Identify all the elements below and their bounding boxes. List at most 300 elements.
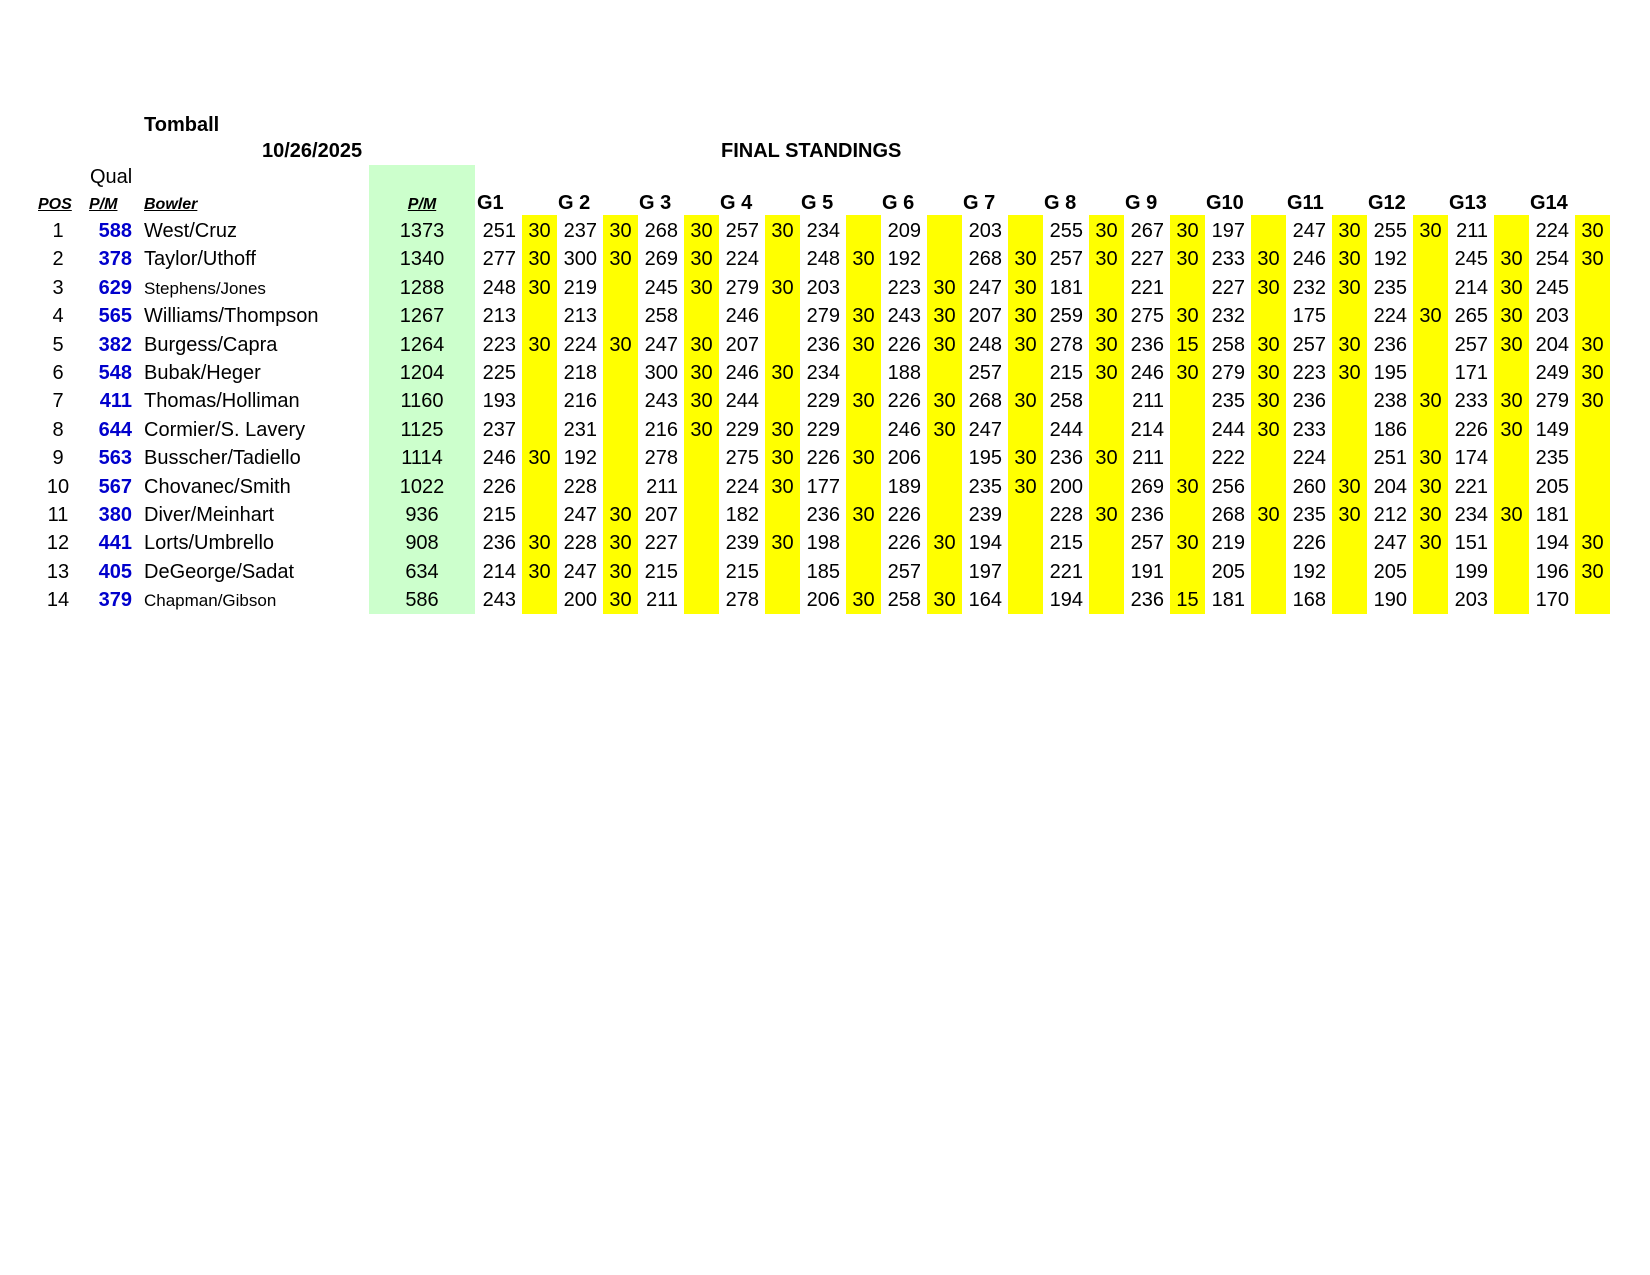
- game-score-cell: 247: [1292, 220, 1326, 242]
- game-score-cell: 185: [806, 560, 840, 583]
- game-score-cell: 267: [1130, 220, 1164, 242]
- game-score-cell: 269: [1130, 475, 1164, 498]
- game-bonus-cell: 30: [771, 532, 794, 555]
- bowler-cell: Bubak/Heger: [144, 362, 261, 384]
- position-cell: 11: [47, 504, 69, 526]
- position-cell: 13: [46, 560, 70, 583]
- game-score-cell: 224: [725, 475, 759, 498]
- position-cell: 10: [46, 475, 70, 498]
- standings-title: FINAL STANDINGS: [721, 140, 902, 162]
- game-score-cell: 195: [968, 447, 1002, 470]
- game-score-cell: 268: [968, 248, 1002, 271]
- game-score-cell: 235: [1535, 447, 1569, 470]
- bowler-cell: Chapman/Gibson: [144, 591, 277, 611]
- bowler-cell: Diver/Meinhart: [144, 504, 275, 526]
- qual-pm-cell: 567: [98, 475, 132, 498]
- game-bonus-cell: 30: [771, 220, 794, 242]
- game-score-cell: 243: [482, 589, 516, 612]
- game-score-cell: 246: [1130, 362, 1164, 384]
- game-bonus-cell: 30: [1338, 362, 1361, 384]
- game-bonus-cell: 30: [1176, 248, 1199, 271]
- game-score-cell: 247: [1373, 532, 1407, 555]
- game-score-cell: 191: [1130, 560, 1164, 583]
- game-bonus-cell: 30: [528, 532, 551, 555]
- game-score-cell: 226: [806, 447, 840, 470]
- game-bonus-cell: 30: [1257, 276, 1280, 299]
- game-score-cell: 186: [1373, 418, 1407, 441]
- qual-pm-cell: 411: [99, 390, 132, 413]
- bowler-cell: Lorts/Umbrello: [144, 532, 275, 555]
- game-score-cell: 206: [887, 447, 921, 470]
- game-score-cell: 239: [725, 532, 759, 555]
- game-score-cell: 239: [968, 504, 1002, 526]
- position-cell: 12: [46, 532, 70, 555]
- qual-pm-cell: 548: [98, 362, 132, 384]
- game-score-cell: 229: [806, 418, 840, 441]
- game-score-cell: 213: [482, 305, 516, 328]
- position-cell: 4: [52, 305, 64, 328]
- game-score-cell: 215: [1049, 362, 1083, 384]
- game-bonus-cell: 30: [690, 390, 713, 413]
- game-bonus-cell: 30: [1419, 220, 1442, 242]
- game-bonus-cell: 30: [852, 305, 875, 328]
- bonus-column: [1089, 215, 1124, 614]
- game-bonus-cell: 30: [528, 333, 551, 356]
- game-score-cell: 278: [725, 589, 759, 612]
- game-score-cell: 177: [806, 475, 840, 498]
- game-score-cell: 247: [563, 560, 597, 583]
- game-score-cell: 211: [1132, 447, 1164, 470]
- game-bonus-cell: 30: [1095, 362, 1118, 384]
- game-header: G12: [1368, 192, 1406, 214]
- game-bonus-cell: 30: [690, 362, 713, 384]
- game-score-cell: 246: [482, 447, 516, 470]
- bonus-column: [846, 215, 881, 614]
- game-score-cell: 221: [1454, 475, 1488, 498]
- game-score-cell: 194: [1049, 589, 1083, 612]
- qual-pm-cell: 405: [98, 560, 132, 583]
- game-score-cell: 236: [806, 333, 840, 356]
- total-pm-cell: 634: [405, 560, 439, 583]
- game-score-cell: 278: [1049, 333, 1083, 356]
- total-pm-cell: 586: [405, 589, 439, 612]
- game-bonus-cell: 30: [771, 276, 794, 299]
- bowler-cell: Taylor/Uthoff: [144, 248, 256, 271]
- total-pm-cell: 1022: [399, 475, 445, 498]
- game-score-cell: 234: [806, 220, 840, 242]
- game-score-cell: 215: [725, 560, 759, 583]
- game-bonus-cell: 30: [690, 276, 713, 299]
- bonus-column: [1008, 215, 1043, 614]
- game-bonus-cell: 30: [1581, 532, 1604, 555]
- qual-pm-header: P/M: [89, 196, 118, 213]
- location-title: Tomball: [144, 114, 220, 136]
- game-bonus-cell: 30: [528, 248, 551, 271]
- game-score-cell: 257: [1292, 333, 1326, 356]
- game-bonus-cell: 30: [1014, 475, 1037, 498]
- game-score-cell: 257: [725, 220, 759, 242]
- game-bonus-cell: 30: [1014, 305, 1037, 328]
- game-score-cell: 192: [887, 248, 921, 271]
- game-bonus-cell: 30: [1095, 504, 1118, 526]
- game-score-cell: 234: [806, 362, 840, 384]
- game-score-cell: 200: [563, 589, 597, 612]
- game-score-cell: 203: [806, 276, 840, 299]
- game-score-cell: 192: [1373, 248, 1407, 271]
- game-bonus-cell: 30: [1419, 504, 1442, 526]
- game-bonus-cell: 30: [1095, 248, 1118, 271]
- game-bonus-cell: 30: [1338, 475, 1361, 498]
- game-score-cell: 175: [1292, 305, 1326, 328]
- game-score-cell: 236: [1130, 333, 1164, 356]
- game-score-cell: 192: [1292, 560, 1326, 583]
- game-score-cell: 226: [482, 475, 516, 498]
- position-cell: 8: [52, 418, 64, 441]
- game-score-cell: 257: [968, 362, 1002, 384]
- game-bonus-cell: 15: [1176, 589, 1199, 612]
- game-score-cell: 171: [1454, 362, 1488, 384]
- total-pm-cell: 1288: [399, 276, 445, 299]
- game-bonus-cell: 30: [1581, 333, 1604, 356]
- game-bonus-cell: 30: [933, 418, 956, 441]
- game-bonus-cell: 30: [1581, 362, 1604, 384]
- game-score-cell: 249: [1535, 362, 1569, 384]
- game-score-cell: 204: [1535, 333, 1569, 356]
- game-bonus-cell: 30: [1095, 220, 1118, 242]
- game-score-cell: 247: [968, 276, 1002, 299]
- game-score-cell: 248: [968, 333, 1002, 356]
- game-bonus-cell: 30: [933, 390, 956, 413]
- game-score-cell: 260: [1292, 475, 1326, 498]
- game-score-cell: 236: [806, 504, 840, 526]
- game-bonus-cell: 30: [1500, 390, 1523, 413]
- game-score-cell: 182: [725, 504, 759, 526]
- bowler-cell: Busscher/Tadiello: [144, 447, 301, 470]
- game-score-cell: 168: [1292, 589, 1326, 612]
- game-score-cell: 232: [1211, 305, 1245, 328]
- game-header: G 2: [558, 192, 591, 214]
- game-score-cell: 234: [1454, 504, 1488, 526]
- game-score-cell: 181: [1211, 589, 1245, 612]
- game-header: G10: [1206, 192, 1244, 214]
- game-score-cell: 279: [1535, 390, 1569, 413]
- game-score-cell: 221: [1130, 276, 1164, 299]
- game-score-cell: 233: [1454, 390, 1488, 413]
- game-bonus-cell: 30: [1419, 305, 1442, 328]
- game-bonus-cell: 30: [933, 589, 956, 612]
- game-score-cell: 181: [1049, 276, 1083, 299]
- game-score-cell: 214: [1130, 418, 1164, 441]
- game-score-cell: 194: [1535, 532, 1569, 555]
- game-bonus-cell: 30: [1014, 447, 1037, 470]
- game-score-cell: 247: [968, 418, 1002, 441]
- game-score-cell: 224: [725, 248, 759, 271]
- game-score-cell: 181: [1535, 504, 1569, 526]
- game-score-cell: 190: [1373, 589, 1407, 612]
- game-score-cell: 244: [1049, 418, 1083, 441]
- game-score-cell: 258: [1211, 333, 1245, 356]
- game-bonus-cell: 30: [1257, 418, 1280, 441]
- game-score-cell: 233: [1292, 418, 1326, 441]
- game-score-cell: 269: [644, 248, 678, 271]
- game-score-cell: 300: [644, 362, 678, 384]
- qual-pm-cell: 588: [98, 220, 132, 242]
- bowler-header: Bowler: [144, 196, 198, 213]
- game-bonus-cell: 30: [1176, 305, 1199, 328]
- game-bonus-cell: 30: [609, 333, 632, 356]
- game-bonus-cell: 30: [1176, 475, 1199, 498]
- game-score-cell: 228: [563, 475, 597, 498]
- game-bonus-cell: 30: [771, 475, 794, 498]
- game-bonus-cell: 30: [1257, 504, 1280, 526]
- bowler-cell: DeGeorge/Sadat: [144, 560, 295, 583]
- game-score-cell: 268: [968, 390, 1002, 413]
- game-score-cell: 219: [1211, 532, 1245, 555]
- game-bonus-cell: 30: [852, 333, 875, 356]
- game-bonus-cell: 30: [528, 560, 551, 583]
- game-bonus-cell: 30: [609, 532, 632, 555]
- game-bonus-cell: 30: [1419, 390, 1442, 413]
- game-score-cell: 214: [482, 560, 516, 583]
- game-bonus-cell: 30: [1581, 560, 1604, 583]
- game-bonus-cell: 30: [690, 418, 713, 441]
- game-score-cell: 247: [563, 504, 597, 526]
- game-score-cell: 232: [1292, 276, 1326, 299]
- game-score-cell: 236: [1049, 447, 1083, 470]
- game-score-cell: 279: [806, 305, 840, 328]
- game-score-cell: 245: [644, 276, 678, 299]
- game-score-cell: 237: [563, 220, 597, 242]
- game-bonus-cell: 30: [933, 333, 956, 356]
- game-score-cell: 275: [1130, 305, 1164, 328]
- position-cell: 7: [52, 390, 64, 413]
- game-score-cell: 246: [1292, 248, 1326, 271]
- game-score-cell: 235: [1373, 276, 1407, 299]
- game-bonus-cell: 30: [933, 532, 956, 555]
- game-bonus-cell: 30: [1338, 276, 1361, 299]
- game-bonus-cell: 30: [1338, 248, 1361, 271]
- game-bonus-cell: 30: [1095, 305, 1118, 328]
- game-score-cell: 256: [1211, 475, 1245, 498]
- game-score-cell: 300: [563, 248, 597, 271]
- game-score-cell: 279: [1211, 362, 1245, 384]
- game-bonus-cell: 30: [1500, 276, 1523, 299]
- qual-pm-cell: 378: [98, 248, 132, 271]
- game-score-cell: 216: [563, 390, 597, 413]
- game-score-cell: 225: [482, 362, 516, 384]
- game-bonus-cell: 30: [690, 248, 713, 271]
- game-bonus-cell: 30: [609, 248, 632, 271]
- position-cell: 3: [52, 276, 64, 299]
- game-score-cell: 224: [1535, 220, 1569, 242]
- game-bonus-cell: 30: [528, 447, 551, 470]
- game-score-cell: 243: [887, 305, 921, 328]
- game-score-cell: 226: [887, 333, 921, 356]
- game-score-cell: 221: [1049, 560, 1083, 583]
- game-bonus-cell: 30: [1014, 276, 1037, 299]
- game-score-cell: 248: [482, 276, 516, 299]
- game-header: G1: [477, 192, 504, 214]
- bowler-cell: Chovanec/Smith: [144, 475, 291, 498]
- game-header: G11: [1287, 192, 1324, 214]
- game-bonus-cell: 30: [1338, 220, 1361, 242]
- game-score-cell: 193: [482, 390, 516, 413]
- game-score-cell: 236: [1292, 390, 1326, 413]
- qual-pm-cell: 380: [98, 504, 132, 526]
- game-bonus-cell: 30: [1257, 333, 1280, 356]
- game-score-cell: 236: [482, 532, 516, 555]
- bowler-cell: West/Cruz: [144, 220, 237, 242]
- game-header: G 6: [882, 192, 915, 214]
- game-score-cell: 222: [1211, 447, 1245, 470]
- game-bonus-cell: 30: [1095, 333, 1118, 356]
- qual-header-top: Qual: [90, 166, 133, 188]
- game-bonus-cell: 30: [771, 418, 794, 441]
- game-score-cell: 268: [1211, 504, 1245, 526]
- game-score-cell: 195: [1373, 362, 1407, 384]
- game-score-cell: 226: [1292, 532, 1326, 555]
- position-cell: 6: [52, 362, 64, 384]
- game-score-cell: 236: [1130, 504, 1164, 526]
- qual-pm-cell: 565: [98, 305, 132, 328]
- game-bonus-cell: 30: [1176, 532, 1199, 555]
- game-score-cell: 212: [1373, 504, 1407, 526]
- game-bonus-cell: 30: [1581, 220, 1604, 242]
- game-bonus-cell: 30: [1500, 248, 1523, 271]
- game-score-cell: 255: [1373, 220, 1407, 242]
- game-bonus-cell: 30: [1419, 447, 1442, 470]
- game-score-cell: 170: [1535, 589, 1569, 612]
- game-score-cell: 203: [1535, 305, 1569, 328]
- game-bonus-cell: 30: [1338, 333, 1361, 356]
- game-score-cell: 196: [1535, 560, 1569, 583]
- total-pm-cell: 1373: [399, 220, 445, 242]
- qual-pm-cell: 441: [98, 532, 132, 555]
- game-bonus-cell: 30: [1176, 362, 1199, 384]
- total-pm-cell: 1264: [399, 333, 445, 356]
- game-score-cell: 251: [482, 220, 516, 242]
- game-bonus-cell: 30: [1500, 333, 1523, 356]
- game-score-cell: 174: [1454, 447, 1488, 470]
- bonus-column: [1251, 215, 1286, 614]
- game-bonus-cell: 30: [1500, 418, 1523, 441]
- game-score-cell: 258: [887, 589, 921, 612]
- game-bonus-cell: 30: [1338, 504, 1361, 526]
- game-bonus-cell: 30: [528, 220, 551, 242]
- game-score-cell: 244: [1211, 418, 1245, 441]
- game-score-cell: 246: [887, 418, 921, 441]
- game-bonus-cell: 30: [609, 560, 632, 583]
- total-pm-cell: 1125: [400, 418, 444, 441]
- total-pm-header: P/M: [407, 196, 437, 213]
- game-score-cell: 238: [1373, 390, 1407, 413]
- game-header: G14: [1530, 192, 1568, 214]
- position-cell: 9: [52, 447, 64, 470]
- game-bonus-cell: 30: [690, 220, 713, 242]
- game-score-cell: 247: [644, 333, 678, 356]
- game-score-cell: 207: [644, 504, 678, 526]
- game-bonus-cell: 30: [528, 276, 551, 299]
- game-score-cell: 223: [887, 276, 921, 299]
- game-score-cell: 204: [1373, 475, 1407, 498]
- game-score-cell: 228: [563, 532, 597, 555]
- game-score-cell: 213: [563, 305, 597, 328]
- game-score-cell: 211: [1456, 220, 1488, 242]
- game-score-cell: 246: [725, 362, 759, 384]
- position-cell: 1: [52, 220, 64, 242]
- game-score-cell: 209: [887, 220, 921, 242]
- game-score-cell: 227: [1211, 276, 1245, 299]
- game-score-cell: 257: [1130, 532, 1164, 555]
- game-bonus-cell: 30: [609, 504, 632, 526]
- game-score-cell: 215: [482, 504, 516, 526]
- total-pm-cell: 1160: [400, 390, 444, 413]
- qual-pm-cell: 629: [98, 276, 132, 299]
- total-pm-cell: 1340: [399, 248, 445, 271]
- game-header: G 7: [963, 192, 996, 214]
- game-score-cell: 214: [1454, 276, 1488, 299]
- game-bonus-cell: 30: [1257, 390, 1280, 413]
- game-score-cell: 226: [1454, 418, 1488, 441]
- game-bonus-cell: 30: [1257, 362, 1280, 384]
- game-score-cell: 205: [1211, 560, 1245, 583]
- game-bonus-cell: 30: [1581, 248, 1604, 271]
- game-score-cell: 228: [1049, 504, 1083, 526]
- game-bonus-cell: 30: [609, 220, 632, 242]
- bowler-cell: Burgess/Capra: [144, 333, 278, 356]
- bowler-cell: Cormier/S. Lavery: [144, 418, 306, 441]
- game-bonus-cell: 30: [933, 305, 956, 328]
- total-pm-cell: 1204: [399, 362, 445, 384]
- game-score-cell: 200: [1049, 475, 1083, 498]
- game-score-cell: 229: [806, 390, 840, 413]
- game-score-cell: 211: [646, 475, 678, 498]
- bowler-cell: Stephens/Jones: [144, 278, 266, 298]
- game-score-cell: 198: [806, 532, 840, 555]
- game-score-cell: 275: [725, 447, 759, 470]
- game-score-cell: 257: [1454, 333, 1488, 356]
- game-score-cell: 245: [1454, 248, 1488, 271]
- game-score-cell: 205: [1535, 475, 1569, 498]
- game-score-cell: 224: [563, 333, 597, 356]
- game-bonus-cell: 30: [1500, 504, 1523, 526]
- game-score-cell: 189: [887, 475, 921, 498]
- game-bonus-cell: 30: [1014, 333, 1037, 356]
- game-score-cell: 227: [1130, 248, 1164, 271]
- game-score-cell: 215: [644, 560, 678, 583]
- bonus-column: [684, 215, 719, 614]
- qual-pm-cell: 382: [98, 333, 132, 356]
- game-score-cell: 226: [887, 390, 921, 413]
- event-date: 10/26/2025: [262, 140, 363, 162]
- bowler-cell: Williams/Thompson: [144, 305, 319, 328]
- game-score-cell: 226: [887, 532, 921, 555]
- game-score-cell: 226: [887, 504, 921, 526]
- game-score-cell: 224: [1373, 305, 1407, 328]
- game-bonus-cell: 30: [1500, 305, 1523, 328]
- game-score-cell: 205: [1373, 560, 1407, 583]
- game-score-cell: 259: [1049, 305, 1083, 328]
- total-pm-cell: 1267: [399, 305, 445, 328]
- game-score-cell: 149: [1535, 418, 1569, 441]
- game-score-cell: 246: [725, 305, 759, 328]
- game-score-cell: 151: [1454, 532, 1488, 555]
- game-score-cell: 258: [1049, 390, 1083, 413]
- game-score-cell: 197: [1211, 220, 1245, 242]
- game-score-cell: 235: [1292, 504, 1326, 526]
- game-score-cell: 223: [482, 333, 516, 356]
- game-bonus-cell: 30: [852, 504, 875, 526]
